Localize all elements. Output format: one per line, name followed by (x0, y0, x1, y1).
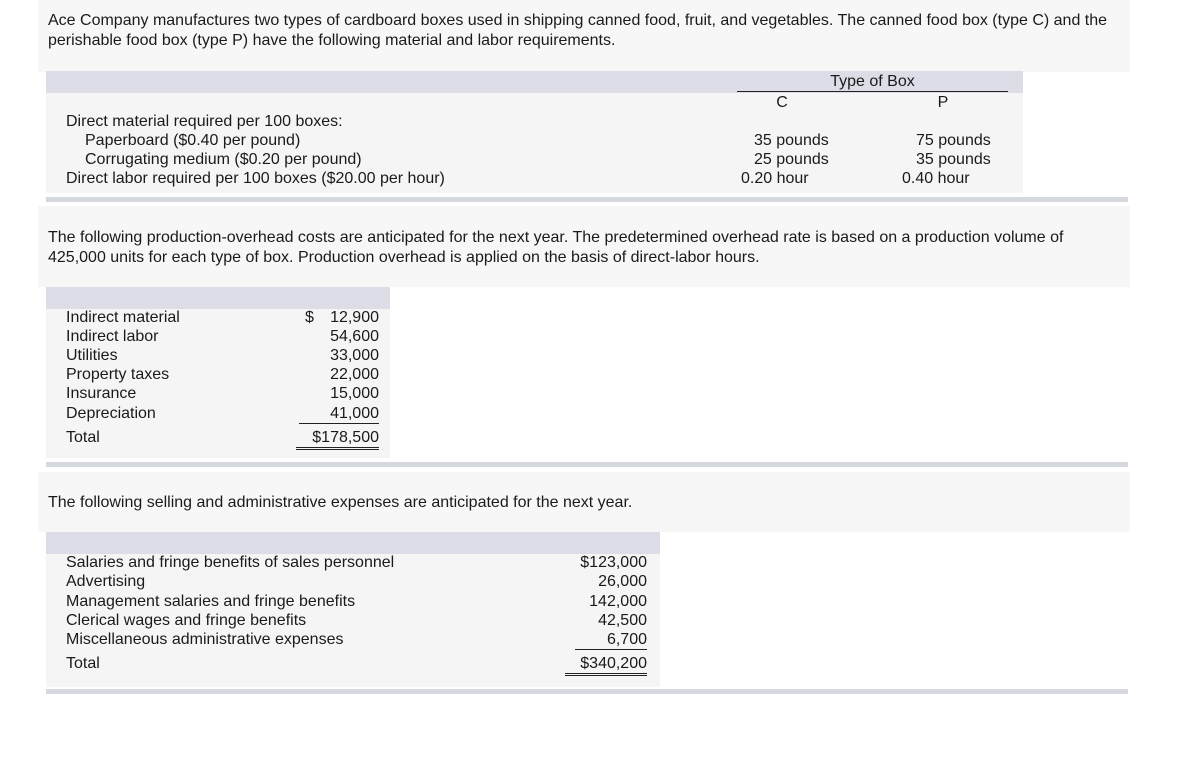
selling-row-label: Clerical wages and fringe benefits (66, 612, 307, 629)
section-divider (46, 462, 1128, 467)
overhead-currency: $ (305, 309, 314, 326)
overhead-row-label: Depreciation (66, 405, 156, 422)
selling-row-label: Management salaries and fringe benefits (66, 593, 356, 610)
paperboard-c: 35 pounds (754, 132, 829, 149)
overhead-paragraph (38, 206, 1130, 287)
overhead-row-value: 54,600 (330, 328, 379, 345)
direct-labor-c: 0.20 hour (741, 170, 809, 187)
selling-row-value: 26,000 (598, 573, 647, 590)
overhead-row-value: 41,000 (299, 404, 379, 424)
direct-material-label: Direct material required per 100 boxes: (66, 113, 343, 130)
direct-labor-p: 0.40 hour (902, 170, 970, 187)
type-of-box-header: Type of Box (830, 73, 915, 90)
overhead-row-value: 12,900 (330, 309, 379, 326)
header-underline (737, 91, 1008, 92)
selling-paragraph (38, 472, 1130, 532)
selling-row-label: Miscellaneous administrative expenses (66, 631, 344, 648)
corrugating-c: 25 pounds (754, 151, 829, 168)
paperboard-p: 75 pounds (916, 132, 991, 149)
column-p-header: P (937, 94, 949, 111)
overhead-header-band (46, 287, 390, 309)
intro-paragraph (38, 0, 1130, 72)
intro-text: Ace Company manufactures two types of cardboard boxes used in shipping canned food, fruit, and vegetables. The canned food box (type C) and the perishable food box (type P) have the following material and labor requirements. (48, 12, 1108, 49)
selling-row-value: $123,000 (580, 554, 647, 571)
direct-labor-label: Direct labor required per 100 boxes ($20.00 per hour) (66, 170, 445, 187)
overhead-row-label: Indirect labor (66, 328, 159, 345)
selling-row-label: Salaries and fringe benefits of sales personnel (66, 554, 395, 571)
overhead-row-label: Property taxes (66, 366, 170, 383)
corrugating-label: Corrugating medium ($0.20 per pound) (85, 151, 362, 168)
section-divider (46, 197, 1128, 202)
corrugating-p: 35 pounds (916, 151, 991, 168)
selling-total-value: $340,200 (565, 654, 647, 676)
overhead-row-value: 22,000 (330, 366, 379, 383)
overhead-total-label: Total (66, 429, 100, 446)
selling-row-value: 6,700 (575, 630, 647, 650)
overhead-row-label: Indirect material (66, 309, 180, 326)
overhead-row-value: 33,000 (330, 347, 379, 364)
paperboard-label: Paperboard ($0.40 per pound) (85, 132, 301, 149)
selling-header-band (46, 532, 660, 554)
selling-row-value: 142,000 (589, 593, 647, 610)
overhead-row-value: 15,000 (330, 385, 379, 402)
overhead-row-label: Insurance (66, 385, 137, 402)
section-divider (46, 689, 1128, 694)
overhead-row-label: Utilities (66, 347, 118, 364)
overhead-total-value: $178,500 (296, 428, 379, 450)
selling-intro-text: The following selling and administrative expenses are anticipated for the next year. (48, 494, 633, 511)
selling-row-value: 42,500 (598, 612, 647, 629)
overhead-intro-text: The following production-overhead costs are anticipated for the next year. The predetermined overhead rate is based on a production volume of 425,000 units for each type of box. Production overhead is applied on the basis of direct-labor hours. (48, 229, 1064, 266)
column-c-header: C (776, 94, 788, 111)
selling-row-label: Advertising (66, 573, 146, 590)
selling-total-label: Total (66, 655, 100, 672)
